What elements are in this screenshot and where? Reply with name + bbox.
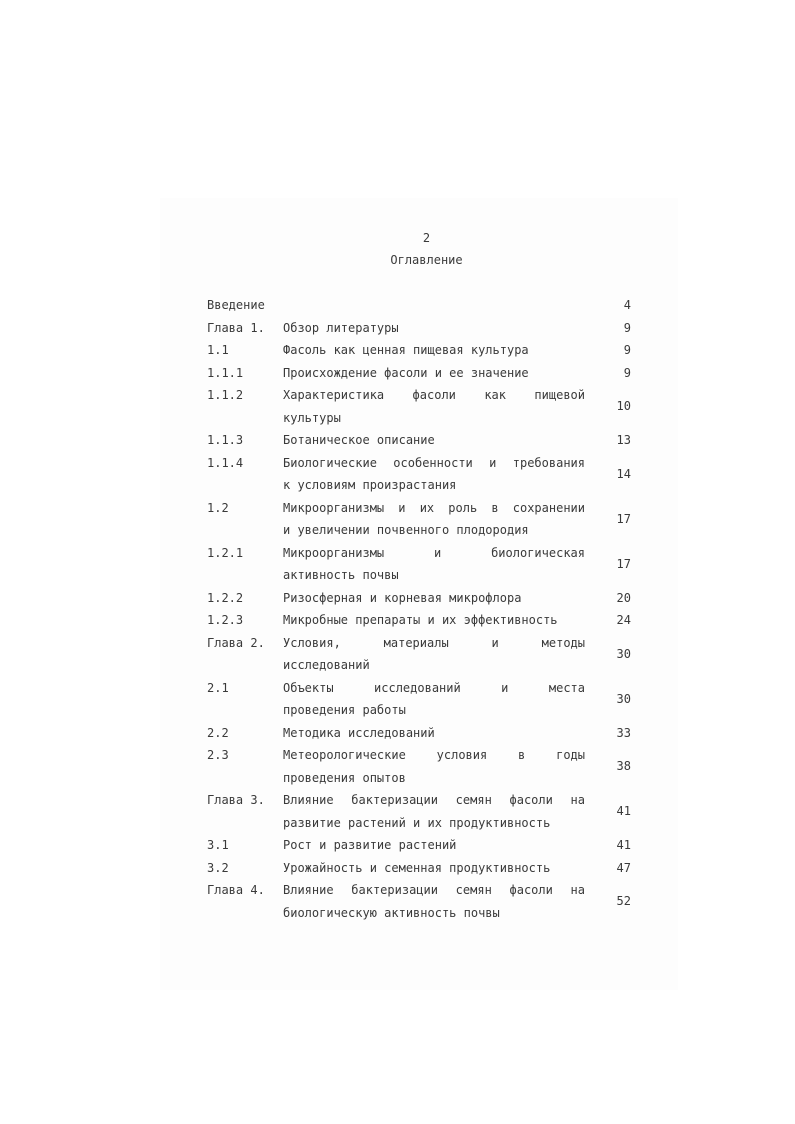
- toc-entry-text: Рост и развитие растений: [283, 838, 457, 852]
- toc-entry-page: 38: [616, 759, 631, 774]
- toc-entry: [207, 879, 631, 924]
- page-title: Оглавление: [390, 253, 463, 267]
- toc-entry-page: 41: [616, 838, 631, 852]
- toc-entry: [207, 429, 631, 452]
- toc-entry: [207, 452, 631, 497]
- toc-entry-page: 10: [616, 399, 631, 414]
- toc-entry-page: 30: [616, 646, 631, 661]
- toc-entry: [207, 722, 631, 745]
- toc-entry-text: Фасоль как ценная пищевая культура: [283, 343, 529, 357]
- toc-entry-text: Урожайность и семенная продуктивность: [283, 860, 551, 875]
- toc-entry-page: 9: [623, 320, 631, 335]
- toc-entry: [207, 384, 631, 429]
- toc-entry: [207, 744, 631, 789]
- toc-entry-number: 1.2.3: [207, 613, 244, 627]
- toc-entry-number: Глава 1.: [207, 320, 265, 335]
- toc-entry: [207, 362, 631, 385]
- toc-entry-number: 1.1.3: [207, 433, 244, 447]
- toc-entry: [207, 317, 631, 340]
- toc-entry-page: 47: [616, 860, 631, 875]
- toc-entry: [207, 497, 631, 542]
- toc-entry-number: 1.1.4: [207, 455, 244, 470]
- toc-entry-number: 1.1.2: [207, 388, 244, 402]
- table-of-contents: [207, 294, 631, 924]
- toc-entry-number: 1.2.1: [207, 545, 244, 560]
- toc-entry-number: Глава 3.: [207, 793, 265, 807]
- toc-entry-text: Происхождение фасоли и ее значение: [283, 365, 529, 380]
- toc-entry: [207, 789, 631, 834]
- toc-entry-page: 13: [616, 433, 631, 447]
- toc-entry-page: 14: [616, 466, 631, 481]
- toc-entry-text: Влияние бактеризации семян фасоли на развитие растений и их продуктивность: [283, 793, 585, 830]
- toc-entry-text: Биологические особенности и требования к условиям произрастания: [283, 455, 585, 492]
- toc-entry-page: 9: [623, 343, 631, 357]
- toc-entry-text: Методика исследований: [283, 725, 435, 740]
- toc-entry-number: Глава 4.: [207, 883, 265, 897]
- toc-entry-text: Микроорганизмы и их роль в сохранении и увеличении почвенного плодородия: [283, 500, 585, 537]
- toc-entry: [207, 587, 631, 610]
- toc-entry-page: 24: [616, 613, 631, 627]
- toc-entry-text: Введение: [207, 298, 265, 312]
- toc-entry-page: 9: [623, 365, 631, 380]
- toc-entry-text: Метеорологические условия в годы проведения опытов: [283, 748, 585, 785]
- toc-entry: [207, 542, 631, 587]
- toc-entry-text: Микробные препараты и их эффективность: [283, 613, 558, 627]
- toc-entry-number: 2.3: [207, 748, 229, 762]
- toc-entry: [207, 677, 631, 722]
- toc-entry-number: Глава 2.: [207, 635, 265, 650]
- toc-entry-text: Микроорганизмы и биологическая активность почвы: [283, 545, 585, 582]
- toc-entry-number: 2.1: [207, 680, 229, 695]
- toc-entry-text: Объекты исследований и места проведения работы: [283, 680, 585, 717]
- toc-entry-introduction: [207, 294, 631, 317]
- toc-entry-page: 41: [616, 804, 631, 819]
- toc-entry-page: 33: [616, 725, 631, 740]
- toc-entry-number: 3.1: [207, 838, 229, 852]
- toc-entry-text: Обзор литературы: [283, 320, 399, 335]
- toc-entry: [207, 339, 631, 362]
- toc-entry-number: 1.2.2: [207, 590, 244, 605]
- toc-entry: [207, 632, 631, 677]
- toc-entry-text: Влияние бактеризации семян фасоли на биологическую активность почвы: [283, 883, 585, 920]
- toc-entry-number: 3.2: [207, 860, 229, 875]
- toc-entry: [207, 834, 631, 857]
- toc-entry-text: Ризосферная и корневая микрофлора: [283, 590, 522, 605]
- toc-entry-number: 1.1.1: [207, 365, 244, 380]
- toc-entry-page: 52: [616, 894, 631, 909]
- toc-entry-text: Ботаническое описание: [283, 433, 435, 447]
- toc-entry-number: 1.1: [207, 343, 229, 357]
- toc-entry-page: 20: [616, 590, 631, 605]
- toc-entry: [207, 609, 631, 632]
- toc-entry-page: 17: [616, 556, 631, 571]
- toc-entry-page: 17: [616, 511, 631, 526]
- toc-entry-number: 1.2: [207, 500, 229, 515]
- toc-entry-text: Характеристика фасоли как пищевой культуры: [283, 388, 585, 425]
- page-number: 2: [422, 231, 431, 245]
- toc-entry-page: 30: [616, 691, 631, 706]
- toc-entry-number: 2.2: [207, 725, 229, 740]
- toc-entry-text: Условия, материалы и методы исследований: [283, 635, 585, 672]
- toc-entry-page: 4: [623, 298, 631, 312]
- toc-entry: [207, 857, 631, 880]
